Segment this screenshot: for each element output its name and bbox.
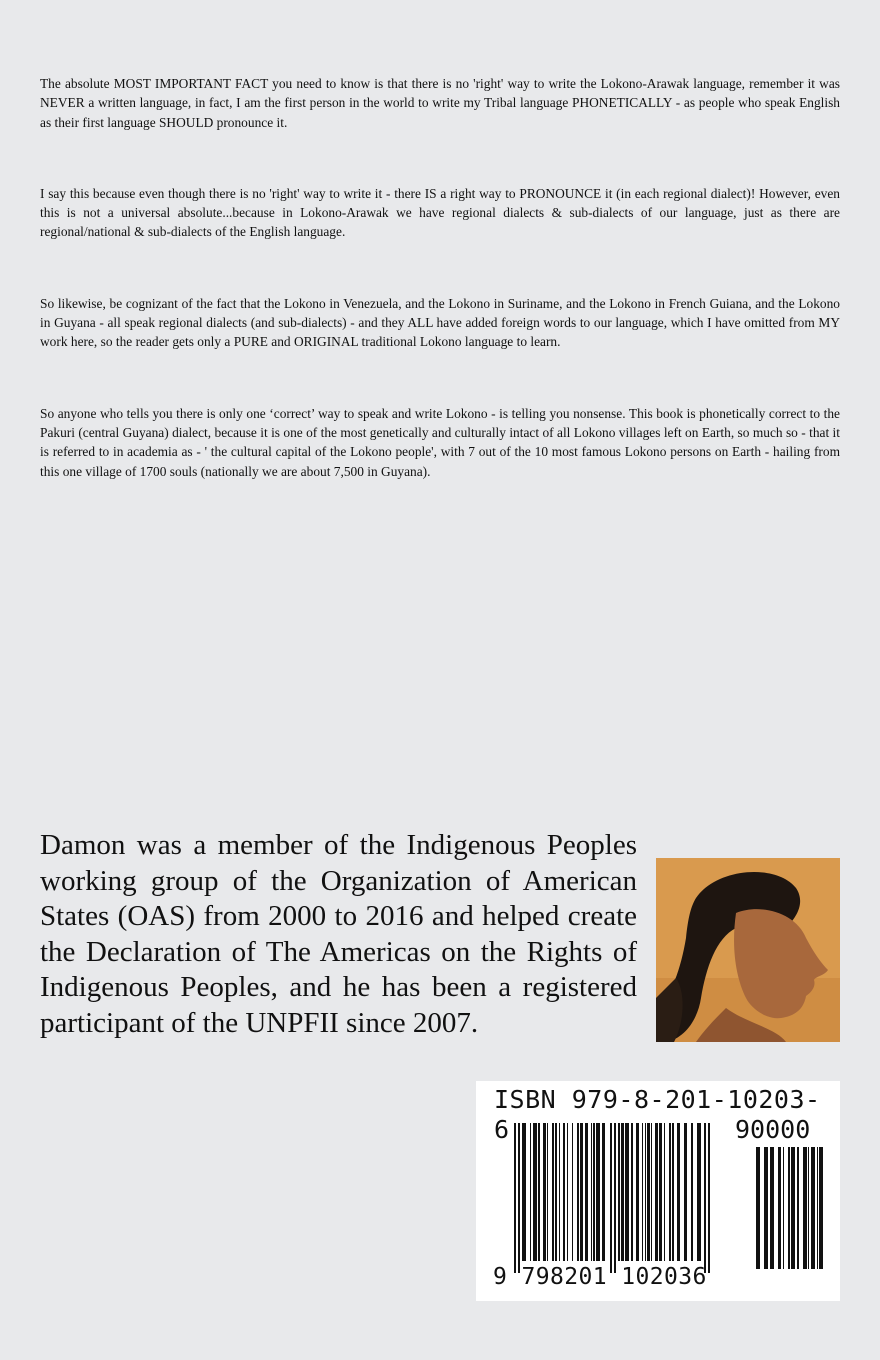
- author-photo: [656, 858, 840, 1042]
- author-portrait-image: [656, 858, 840, 1042]
- paragraph-4: So anyone who tells you there is only one ‘correct’ way to speak and write Lokono - is telling you nonsense. This book is phonetically correct to the Pakuri (central Guyana) dialect, because it is one of the most genetically and culturally intact of all Lokono villages left on Earth, so much so - that it is referred to in academia as - ' the cultural capital of the Lokono people', with 7 out of the 10 most famous Lokono persons on Earth - hailing from this one village of 1700 souls (nationally we are about 7,500 in Guyana).: [40, 405, 840, 479]
- intro-text: [40, 74, 840, 533]
- author-bio: Damon was a member of the Indigenous Peoples working group of the Organization of American States (OAS) from 2000 to 2016 and helped create the Declaration of The Americas on the Rights of Indigenous Peoples, and he has been a registered participant of the UNPFII since 2007.: [40, 829, 637, 1039]
- barcode-label: [476, 1081, 840, 1301]
- price-code: 90000: [735, 1115, 811, 1144]
- paragraph-3: So likewise, be cognizant of the fact that the Lokono in Venezuela, and the Lokono in Suriname, and the Lokono in French Guiana, and the Lokono in Guyana - all speak regional dialects (and sub-dialects) - and they ALL have added foreign words to our language, which I have omitted from MY work here, so the reader gets only a PURE and ORIGINAL traditional Lokono language to learn.: [40, 295, 840, 350]
- paragraph-1: The absolute MOST IMPORTANT FACT you need to know is that there is no 'right' way to write the Lokono-Arawak language, remember it was NEVER a written language, in fact, I am the first person in the world to write my Tribal language PHONETICALLY - as people who speak English as their first language SHOULD pronounce it.: [40, 76, 840, 130]
- isbn-text: ISBN 979-8-201-10203-6: [494, 1085, 821, 1144]
- barcode-digits: 9 798201 102036: [493, 1264, 707, 1290]
- paragraph-2: I say this because even though there is no 'right' way to write it - there IS a right way to PRONOUNCE it (in each regional dialect)! However, even this is not a universal absolute...because in Lokono-Arawak we have regional dialects & sub-dialects of our language, just as there are regional/national & sub-dialects of the English language.: [40, 185, 840, 240]
